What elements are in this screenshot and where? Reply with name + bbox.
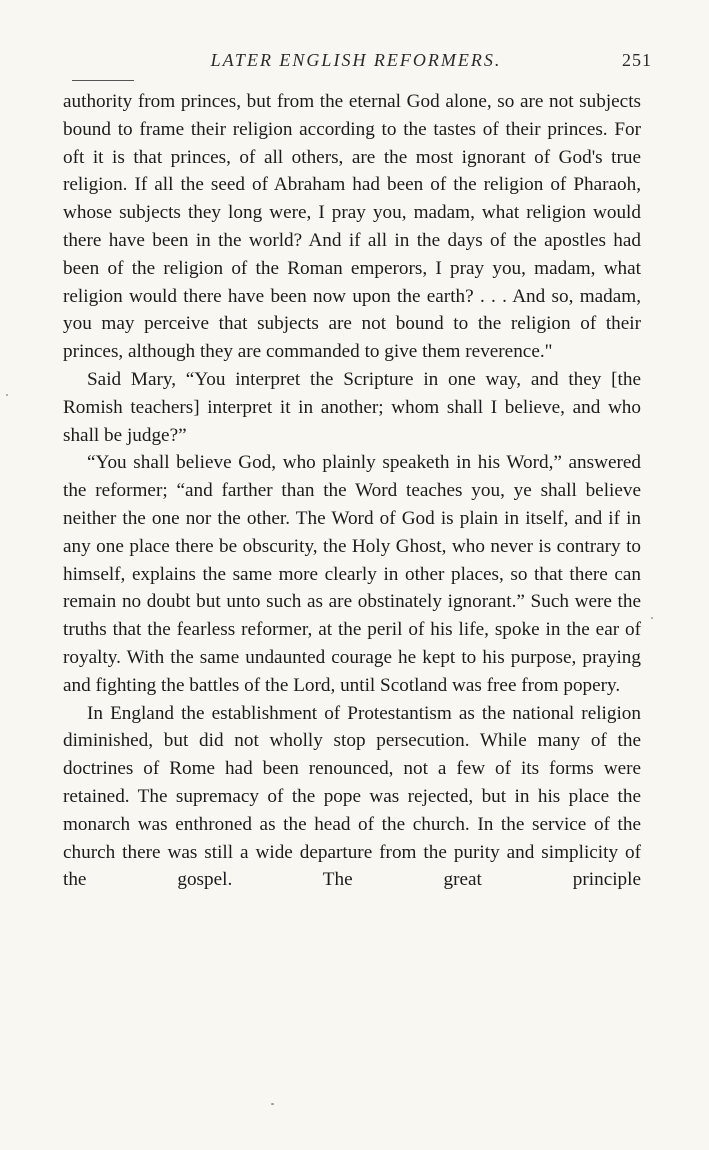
paper-speck xyxy=(271,1103,274,1105)
header-rule xyxy=(72,80,134,81)
paper-speck xyxy=(651,617,653,619)
body-text xyxy=(63,88,641,894)
page-number: 251 xyxy=(622,50,652,70)
paragraph-mary-question: Said Mary, “You interpret the Scripture in one way, and they [the Romish teachers] interpret it in another; whom shall I believe, and who shall be judge?” xyxy=(63,368,641,446)
paper-speck xyxy=(6,394,8,396)
paragraph-england: In England the establishment of Protestantism as the national religion diminished, but did not wholly stop persecution. While many of the doctrines of Rome had been renounced, not a few of its forms were retained. The supremacy of the pope was rejected, but in his place the monarch was enthroned as the head of the church. In the service of the church there was still a wide departure from the purity and simplicity of the gospel. The great principle xyxy=(63,702,641,891)
running-head xyxy=(60,50,652,76)
running-title: LATER ENGLISH REFORMERS. xyxy=(210,50,502,70)
paragraph-continued: authority from princes, but from the eternal God alone, so are not subjects bound to frame their religion according to the tastes of their princes. For oft it is that princes, of all others, are the most ignorant of God's true religion. If all the seed of Abraham had been of the religion of Pharaoh, whose subjects they long were, I pray you, madam, what religion would there have been in the world? And if all in the days of the apostles had been of the religion of the Roman emperors, I pray you, madam, what religion would there have been now upon the earth? . . . And so, madam, you may perceive that subjects are not bound to the religion of their princes, although they are commanded to give them reverence." xyxy=(63,91,641,363)
paragraph-reformer-answer: “You shall believe God, who plainly speaketh in his Word,” answered the reformer; “and farther than the Word teaches you, ye shall believe neither the one nor the other. The Word of God is plain in itself, and if in any one place there be obscurity, the Holy Ghost, who never is contrary to himself, explains the same more clearly in other places, so that there can remain no doubt but unto such as are obstinately ignorant.” Such were the truths that the fearless reformer, at the peril of his life, spoke in the ear of royalty. With the same undaunted courage he kept to his purpose, praying and fighting the battles of the Lord, until Scotland was free from popery. xyxy=(63,452,641,696)
